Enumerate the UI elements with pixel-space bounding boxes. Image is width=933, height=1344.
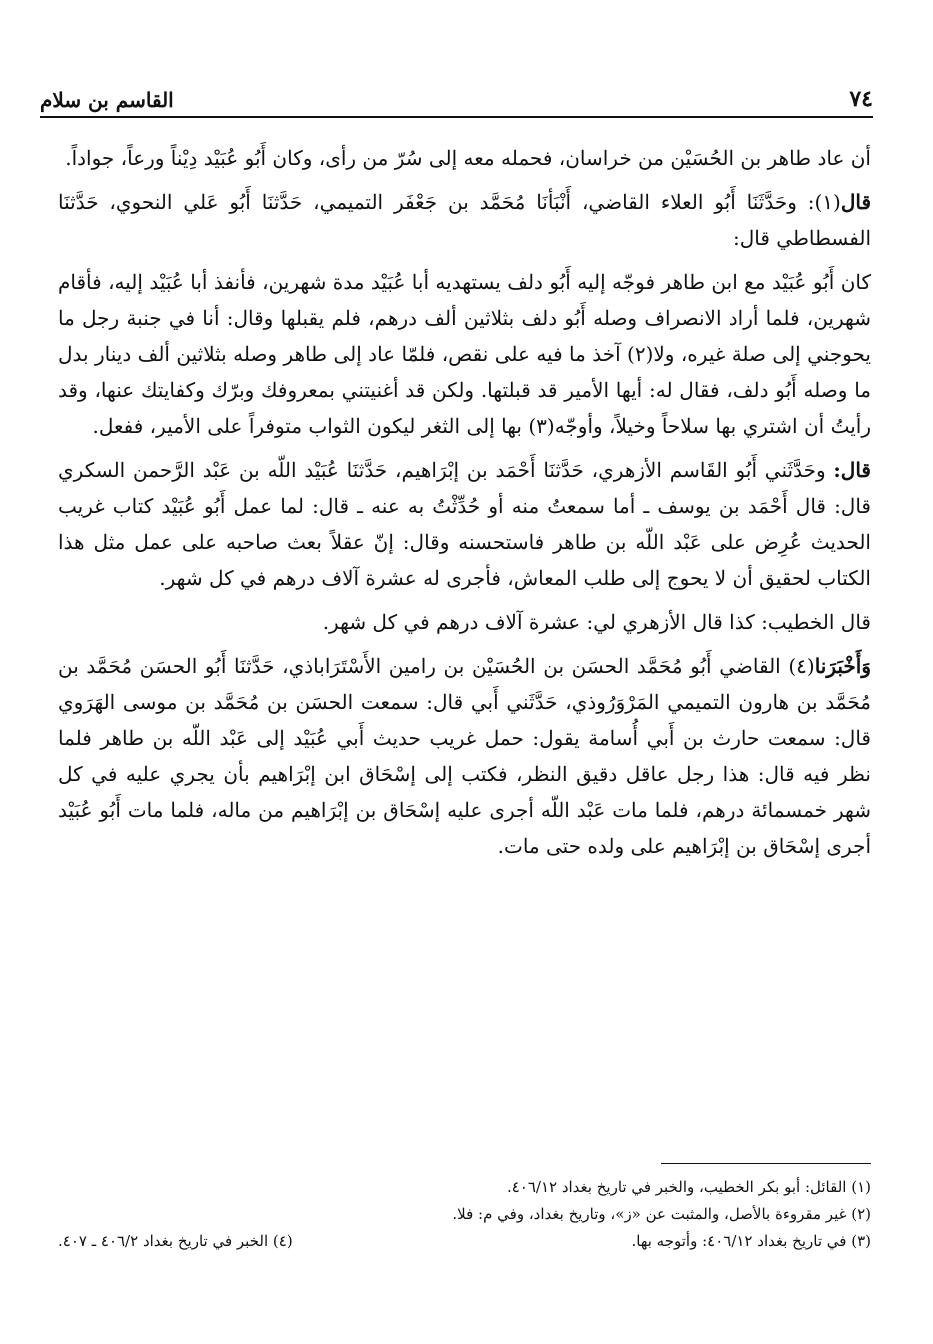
- paragraph-text: كان أَبُو عُبَيْد مع ابن طاهر فوجّه إليه أَبُو دلف يستهديه أبا عُبَيْد مدة شهرين، فأنفذ أبا عُبَيْد إليه، فأقام شهرين، فلما أراد الانصراف وصله أَبُو دلف بثلاثين ألف درهم، فلم يقبلها وقال: أنا في جنبة رجل ما يحوجني إلى صلة غيره، ولا(٢) آخذ ما فيه على نقص، فلمّا عاد إلى طاهر وصله بثلاثين ألف دينار بدل ما وصله أَبُو دلف، فقال له: أيها الأمير قد قبلتها. ولكن قد أغنيتني بمعروفك وبرّك وكفايتك عنها، وقد رأيتُ أن اشتري بها سلاحاً وخيلاً، وأوجّه(٣) بها إلى الثغر ليكون الثواب متوفراً على الأمير، ففعل.: [58, 270, 871, 438]
- footnotes: [58, 1163, 871, 1255]
- paragraph-text: قال الخطيب: كذا قال الأزهري لي: عشرة آلاف درهم في كل شهر.: [322, 610, 871, 634]
- paragraph-lead: وَأَخْبَرَنا: [814, 654, 871, 678]
- paragraph-text: (٤) القاضي أَبُو مُحَمَّد الحسَن بن الحُسَيْن بن رامين الأَسْتَرَاباذي، حَدَّثنَا أَبُو الحسَن مُحَمَّد بن مُحَمَّد بن هارون التميمي المَرْوَرُوذي، حَدَّثَني أَبي قال: سمعت الحسَن بن مُحَمَّد بن موسى الهَرَوي قال: سمعت حارث بن أَبي أُسامة يقول: حمل غريب حديث أَبي عُبَيْد إلى عَبْد اللّه بن طاهر فلما نظر فيه قال: هذا رجل عاقل دقيق النظر، فكتب إلى إسْحَاق ابن إبْرَاهيم بأن يجري عليه في كل شهر خمسمائة درهم، فلما مات عَبْد اللّه أجرى عليه إسْحَاق بن إبْرَاهيم من ماله، فلما مات أَبُو عُبَيْد أجرى إسْحَاق بن إبْرَاهيم على ولده حتى مات.: [58, 654, 871, 858]
- paragraph-lead: قال: [840, 190, 871, 214]
- paragraph-text: (١): وحَدَّثَنَا أَبُو العلاء القاضي، أَنْبَأنَا مُحَمَّد بن جَعْفَر التميمي، حَدَّثنَا أَبُو عَلي النحوي، حَدَّثنَا الفسطاطي قال:: [58, 190, 871, 250]
- footnote-divider: [661, 1163, 871, 1164]
- paragraph-text: أن عاد طاهر بن الحُسَيْن من خراسان، فحمله معه إلى سُرّ من رأى، وكان أَبُو عُبَيْد دِيْناً ورعاً، جواداً.: [65, 146, 871, 170]
- paragraph: [58, 140, 871, 176]
- footnote-1: (١) القائل: أبو بكر الخطيب، والخبر في تاريخ بغداد ٤٠٦/١٢.: [506, 1178, 871, 1196]
- paragraph: [58, 452, 871, 596]
- footnote-3: (٣) في تاريخ بغداد ٤٠٦/١٢: وأتوجه بها.: [631, 1232, 871, 1250]
- paragraph: [58, 264, 871, 444]
- footnote-row: [58, 1228, 871, 1255]
- paragraph: [58, 648, 871, 864]
- page-number: ٧٤: [849, 86, 873, 112]
- paragraph: [58, 604, 871, 640]
- page-header: [40, 72, 873, 118]
- footnote-2: (٢) غير مقروءة بالأصل، والمثبت عن «ز»، وتاريخ بغداد، وفي م: فلا.: [452, 1205, 871, 1223]
- footnote-4: (٤) الخبر في تاريخ بغداد ٤٠٦/٢ ـ ٤٠٧.: [58, 1232, 293, 1250]
- paragraph: [58, 184, 871, 256]
- running-title: القاسم بن سلام: [40, 88, 174, 112]
- main-text: [58, 140, 871, 872]
- paragraph-lead: قال:: [833, 458, 871, 482]
- paragraph-text: وحَدَّثَني أَبُو القَاسم الأزهري، حَدَّثنَا أَحْمَد بن إبْرَاهيم، حَدَّثنَا عُبَيْد اللّه بن عَبْد الرَّحمن السكري قال: قال أَحْمَد بن يوسف ـ أما سمعتُ منه أو حُدِّثْتُ به عنه ـ قال: لما عمل أَبُو عُبَيْد كتاب غريب الحديث عُرِض على عَبْد اللّه بن طاهر فاستحسنه وقال: إنّ عقلاً بعث صاحبه على عمل مثل هذا الكتاب لحقيق أن لا يحوج إلى طلب المعاش، فأجرى له عشرة آلاف درهم في كل شهر.: [58, 458, 871, 590]
